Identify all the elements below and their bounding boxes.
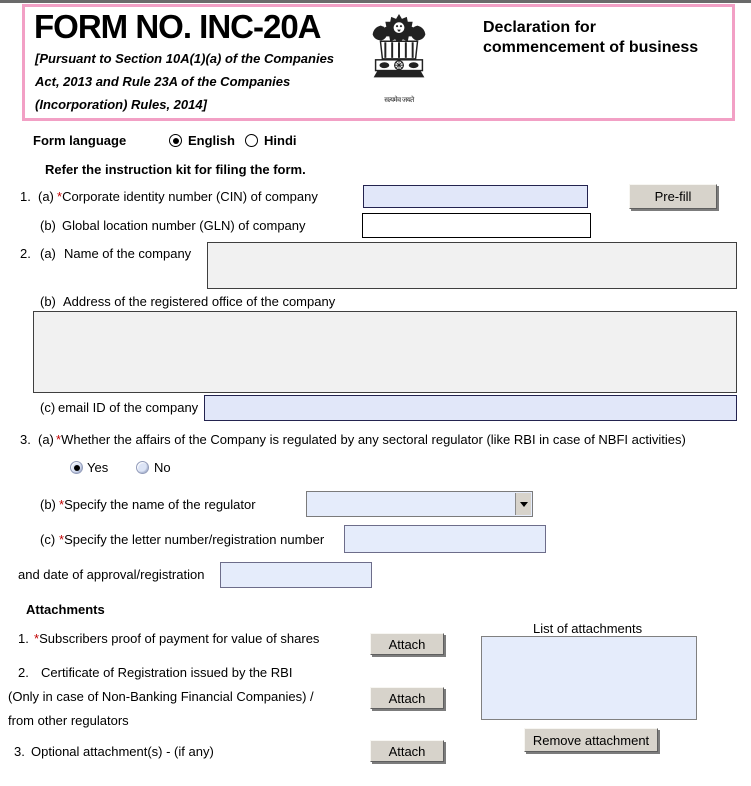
q3a-sub: (a)	[38, 432, 54, 447]
required-asterisk: *	[34, 631, 40, 646]
instruction-text: Refer the instruction kit for filing the form.	[45, 162, 306, 177]
required-asterisk: *	[56, 432, 62, 447]
lion-capital-graphic	[368, 13, 430, 93]
radio-no-label[interactable]: No	[154, 460, 171, 475]
radio-english-dot	[173, 138, 179, 144]
attachment2-label-line2: (Only in case of Non-Banking Financial Companies) /	[8, 689, 314, 704]
q2a-label: Name of the company	[64, 246, 192, 261]
q2-number: 2.	[20, 246, 31, 261]
q2b-label: Address of the registered office of the company	[63, 294, 336, 309]
q2b-sub: (b)	[40, 294, 56, 309]
page-top-edge	[0, 0, 751, 3]
regulator-select[interactable]	[306, 491, 533, 517]
attachment3-number: 3.	[14, 744, 25, 759]
attachment2-number: 2.	[18, 665, 29, 680]
q2c-label: email ID of the company	[58, 400, 199, 415]
q1a-label: *Corporate identity number (CIN) of company	[57, 189, 318, 204]
form-subtitle-line1: [Pursuant to Section 10A(1)(a) of the Companies	[35, 51, 335, 66]
q1a-sub: (a)	[38, 189, 54, 204]
radio-yes-dot	[74, 465, 80, 471]
form-header	[22, 4, 735, 121]
radio-english[interactable]	[169, 134, 182, 147]
radio-hindi[interactable]	[245, 134, 258, 147]
company-name-textarea[interactable]	[207, 242, 737, 289]
form-subtitle-line2: Act, 2013 and Rule 23A of the Companies	[35, 74, 291, 89]
attachment2-label-line1: Certificate of Registration issued by the RBI	[41, 665, 293, 680]
radio-hindi-label[interactable]: Hindi	[264, 133, 297, 148]
attachment2-label-line3: from other regulators	[8, 713, 129, 728]
india-state-emblem-icon	[366, 13, 432, 113]
q3b-label: *Specify the name of the regulator	[59, 497, 256, 512]
q1b-sub: (b)	[40, 218, 56, 233]
radio-english-label[interactable]: English	[188, 133, 235, 148]
q3-number: 3.	[20, 432, 31, 447]
form-subtitle-line3: (Incorporation) Rules, 2014]	[35, 97, 207, 112]
registered-office-address-textarea[interactable]	[33, 311, 737, 393]
attachment1-label: *Subscribers proof of payment for value of shares	[34, 631, 320, 646]
remove-attachment-button[interactable]: Remove attachment	[524, 728, 658, 752]
q3b-sub: (b)	[40, 497, 56, 512]
q3a-label: *Whether the affairs of the Company is regulated by any sectoral regulator (like RBI in case of NBFI activities)	[56, 432, 686, 447]
radio-no[interactable]	[136, 461, 149, 474]
attachments-heading: Attachments	[26, 602, 105, 617]
chevron-down-icon	[520, 502, 528, 507]
declaration-line1: Declaration for	[483, 19, 596, 36]
gln-input[interactable]	[362, 213, 591, 238]
q1-number: 1.	[20, 189, 31, 204]
required-asterisk: *	[59, 532, 65, 547]
radio-yes-label[interactable]: Yes	[87, 460, 109, 475]
cin-input[interactable]	[363, 185, 588, 208]
satyameva-jayate-motto: सत्यमेव जयते	[384, 97, 414, 104]
declaration-line2: commencement of business	[483, 39, 699, 56]
prefill-button[interactable]: Pre-fill	[629, 184, 717, 209]
attach-button-2[interactable]: Attach	[370, 687, 444, 709]
q2a-sub: (a)	[40, 246, 56, 261]
attach-button-1[interactable]: Attach	[370, 633, 444, 655]
approval-date-label: and date of approval/registration	[18, 567, 205, 582]
attachment3-label: Optional attachment(s) - (if any)	[31, 744, 214, 759]
attach-button-3[interactable]: Attach	[370, 740, 444, 762]
q3c-sub: (c)	[40, 532, 56, 547]
q1b-label: Global location number (GLN) of company	[62, 218, 306, 233]
list-of-attachments-label: List of attachments	[533, 621, 643, 636]
approval-date-input[interactable]	[220, 562, 372, 588]
form-title: FORM NO. INC-20A	[34, 8, 321, 45]
q2c-sub: (c)	[40, 400, 56, 415]
required-asterisk: *	[57, 189, 63, 204]
letter-number-input[interactable]	[344, 525, 546, 553]
attachment1-number: 1.	[18, 631, 29, 646]
email-input[interactable]	[204, 395, 737, 421]
required-asterisk: *	[59, 497, 65, 512]
q3c-label: *Specify the letter number/registration number	[59, 532, 325, 547]
form-language-label: Form language	[33, 133, 127, 148]
dropdown-arrow-button[interactable]	[515, 493, 531, 515]
radio-yes[interactable]	[70, 461, 83, 474]
attachment-list-box[interactable]	[481, 636, 697, 720]
